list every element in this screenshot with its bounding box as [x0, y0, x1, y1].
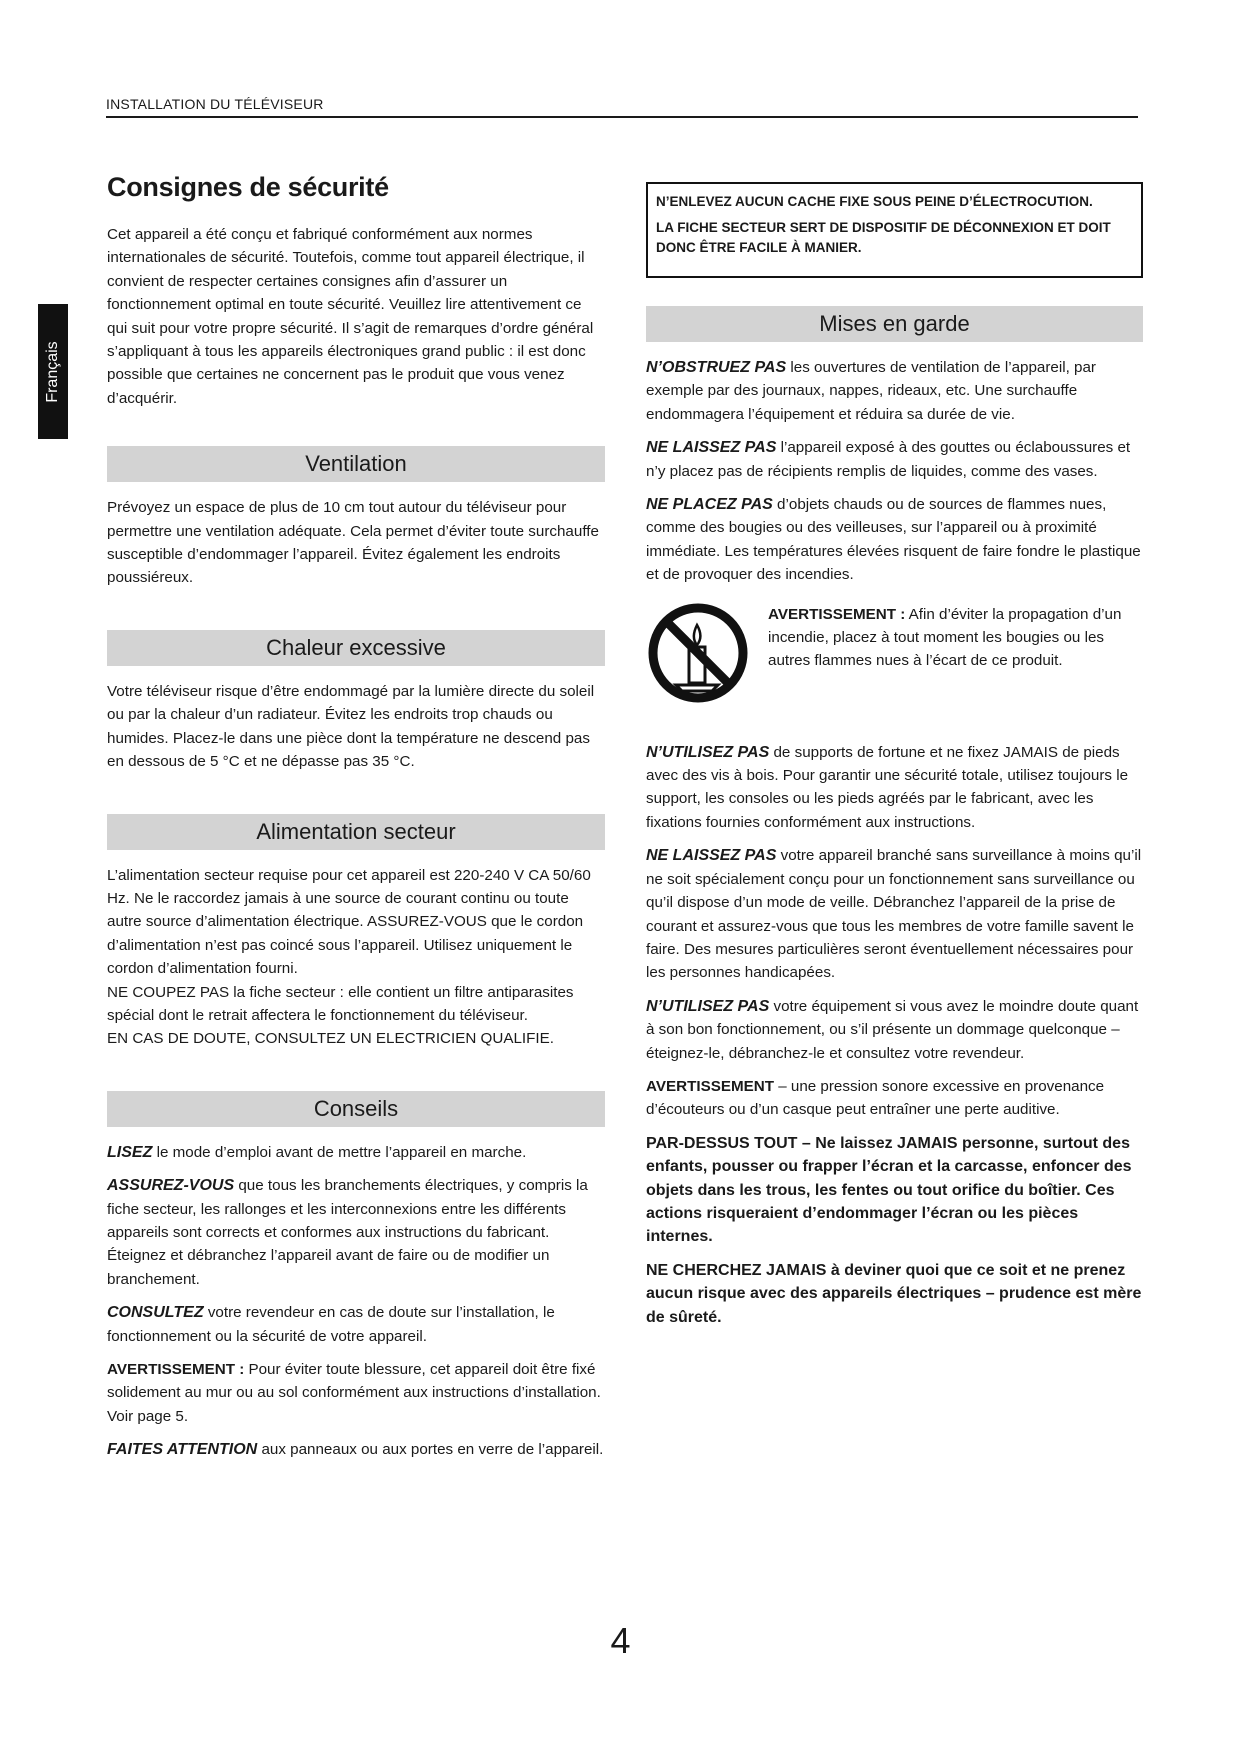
section-heading: Alimentation secteur — [107, 814, 605, 850]
section-text: EN CAS DE DOUTE, CONSULTEZ UN ELECTRICIEN QUALIFIE. — [107, 1030, 554, 1048]
candle-warning — [646, 601, 1143, 705]
section-chaleur — [107, 630, 605, 774]
section-heading: Ventilation — [107, 446, 605, 482]
item-text: les ouvertures de ventilation de l’appareil, par exemple par des journaux, nappes, rideaux, etc. Une surchauffe endommagera l’équipement et réduira sa durée de vie. — [646, 359, 1096, 423]
warning-line: LA FICHE SECTEUR SERT DE DISPOSITIF DE DÉCONNEXION ET DOIT DONC ÊTRE FACILE À MANIER. — [656, 220, 1111, 255]
bold-warning: NE CHERCHEZ JAMAIS à deviner quoi que ce soit et ne prenez aucun risque avec des appareils électriques – prudence est mère de sûreté. — [646, 1261, 1142, 1326]
section-ventilation — [107, 446, 605, 590]
section-heading: Mises en garde — [646, 306, 1143, 342]
item-text: votre équipement si vous avez le moindre doute quant à son bon fonctionnement, ou s’il présente un dommage quelconque – éteignez-le, débranchez-le et consultez votre revendeur. — [646, 997, 1139, 1062]
section-text: Votre téléviseur risque d’être endommagé par la lumière directe du soleil ou par la chaleur d’un radiateur. Évitez les endroits trop chauds ou humides. Placez-le dans une pièce dont la température ne descend pas en dessous de 5 °C et ne dépasse pas 35 °C. — [107, 682, 595, 771]
section-heading: Chaleur excessive — [107, 630, 605, 666]
keyword: ASSUREZ-VOUS — [107, 1177, 235, 1195]
running-header: INSTALLATION DU TÉLÉVISEUR — [106, 96, 324, 112]
left-column — [107, 172, 605, 1472]
item-text: Afin d’éviter la propagation d’un incendie, placez à tout moment les bougies ou les autres flammes nues à l’écart de ce produit. — [768, 605, 1122, 670]
list-item — [646, 844, 1143, 984]
keyword: AVERTISSEMENT : — [768, 605, 906, 623]
keyword: NE LAISSEZ PAS — [646, 439, 777, 457]
keyword: N’UTILISEZ PAS — [646, 743, 770, 761]
language-tab-label: Français — [44, 340, 61, 403]
header-rule — [106, 116, 1138, 118]
item-text: l’appareil exposé à des gouttes ou éclaboussures et n’y placez pas de récipients remplis de liquides, comme des vases. — [646, 439, 1131, 480]
item-text: votre appareil branché sans surveillance à moins qu’il ne soit spécialement conçu pour un fonctionnement sans surveillance ou qu’il dispose d’un mode de veille. Débranchez l’appareil de la prise de courant et assurez-vous que tous les membres de votre famille savent le faire. Des mesures particulières seront éventuellement nécessaires pour les personnes handicapées. — [646, 847, 1142, 982]
item-text: Pour éviter toute blessure, cet appareil doit être fixé solidement au mur ou au sol conformément aux instructions d’installation. Voir page 5. — [107, 1361, 601, 1425]
list-item — [646, 1075, 1143, 1122]
page-title: Consignes de sécurité — [107, 172, 389, 202]
item-text: d’objets chauds ou de sources de flammes nues, comme des bougies ou des veilleuses, sur l’appareil ou à proximité immédiate. Les températures élevées risquent de faire fondre le plastique et de provoquer des incendies. — [646, 496, 1141, 584]
section-alimentation — [107, 814, 605, 1051]
keyword: AVERTISSEMENT — [646, 1077, 774, 1095]
item-text: – une pression sonore excessive en provenance d’écouteurs ou d’un casque peut entraîner une perte auditive. — [646, 1077, 1105, 1119]
keyword: NE LAISSEZ PAS — [646, 847, 777, 865]
list-item — [646, 741, 1143, 835]
language-tab — [38, 304, 68, 439]
section-heading: Conseils — [107, 1091, 605, 1127]
section-text: Prévoyez un espace de plus de 10 cm tout autour du téléviseur pour permettre une ventilation adéquate. Cela permet d’éviter toute surchauffe susceptible d’endommager l’appareil. Évitez également les endroits poussiéreux. — [107, 499, 599, 587]
page-number: 4 — [610, 1620, 631, 1661]
keyword: NE PLACEZ PAS — [646, 496, 773, 514]
no-candle-icon — [646, 601, 750, 705]
list-item — [646, 356, 1143, 426]
section-mises-en-garde — [646, 306, 1143, 1329]
list-item — [646, 493, 1143, 587]
keyword: CONSULTEZ — [107, 1304, 204, 1322]
list-item — [107, 1358, 605, 1428]
electrocution-warning-box — [646, 182, 1143, 278]
item-text: que tous les branchements électriques, y compris la fiche secteur, les rallonges et les interconnexions entre les différents appareils sont corrects et conformes aux instructions du fabricant. Éteignez et débranchez l’appareil avant de faire ou de modifier un branchement. — [107, 1177, 588, 1288]
candle-warning-text — [768, 601, 1143, 673]
keyword: LISEZ — [107, 1143, 153, 1161]
keyword: AVERTISSEMENT : — [107, 1361, 245, 1378]
bold-warning: PAR-DESSUS TOUT – Ne laissez JAMAIS personne, surtout des enfants, pousser ou frapper l’écran et la carcasse, enfoncer des objets dans les trous, les fentes ou tout orifice du boîtier. Ces actions risqueraient d’endommager l’écran ou les pièces internes. — [646, 1134, 1132, 1246]
list-item — [646, 436, 1143, 483]
list-item — [107, 1141, 605, 1164]
item-text: le mode d’emploi avant de mettre l’appareil en marche. — [152, 1143, 527, 1161]
keyword: FAITES ATTENTION — [107, 1441, 258, 1459]
list-item — [646, 995, 1143, 1065]
list-item — [107, 1438, 605, 1461]
list-item — [107, 1301, 605, 1348]
intro-paragraph: Cet appareil a été conçu et fabriqué conformément aux normes internationales de sécurité. Toutefois, comme tout appareil électrique, il convient de respecter certaines consignes afin d’assurer un fonctionnement optimal en toute sécurité. Veuillez lire attentivement ce qui suit pour votre propre sécurité. Il s’agit de remarques d’ordre général s’appliquant à tous les appareils électroniques grand public : il est donc possible que certaines ne concernent pas le produit que vous venez d’acquérir. — [107, 226, 594, 407]
item-text: votre revendeur en cas de doute sur l’installation, le fonctionnement ou la sécurité de votre appareil. — [107, 1304, 555, 1345]
list-item — [107, 1174, 605, 1291]
keyword: N’OBSTRUEZ PAS — [646, 359, 787, 376]
section-text: L’alimentation secteur requise pour cet appareil est 220-240 V CA 50/60 Hz. Ne le raccordez jamais à une source de courant continu ou toute autre source d’alimentation électrique. ASSUREZ-VOUS que le cordon d’alimentation n’est pas coincé sous l’appareil. Utilisez uniquement le cordon d’alimentation fourni. — [107, 866, 591, 978]
section-conseils — [107, 1091, 605, 1462]
warning-line: N’ENLEVEZ AUCUN CACHE FIXE SOUS PEINE D’ÉLECTROCUTION. — [656, 194, 1093, 209]
item-text: aux panneaux ou aux portes en verre de l’appareil. — [257, 1441, 604, 1459]
right-column — [646, 182, 1143, 1339]
item-text: de supports de fortune et ne fixez JAMAIS de pieds avec des vis à bois. Pour garantir une sécurité totale, utilisez toujours le support, les consoles ou les pieds agréés par le fabricant, avec les fixations fournies conformément aux instructions. — [646, 743, 1129, 831]
keyword: N’UTILISEZ PAS — [646, 997, 770, 1015]
section-text: NE COUPEZ PAS la fiche secteur : elle contient un filtre antiparasites spécial dont le retrait affectera le fonctionnement du téléviseur. — [107, 983, 574, 1024]
